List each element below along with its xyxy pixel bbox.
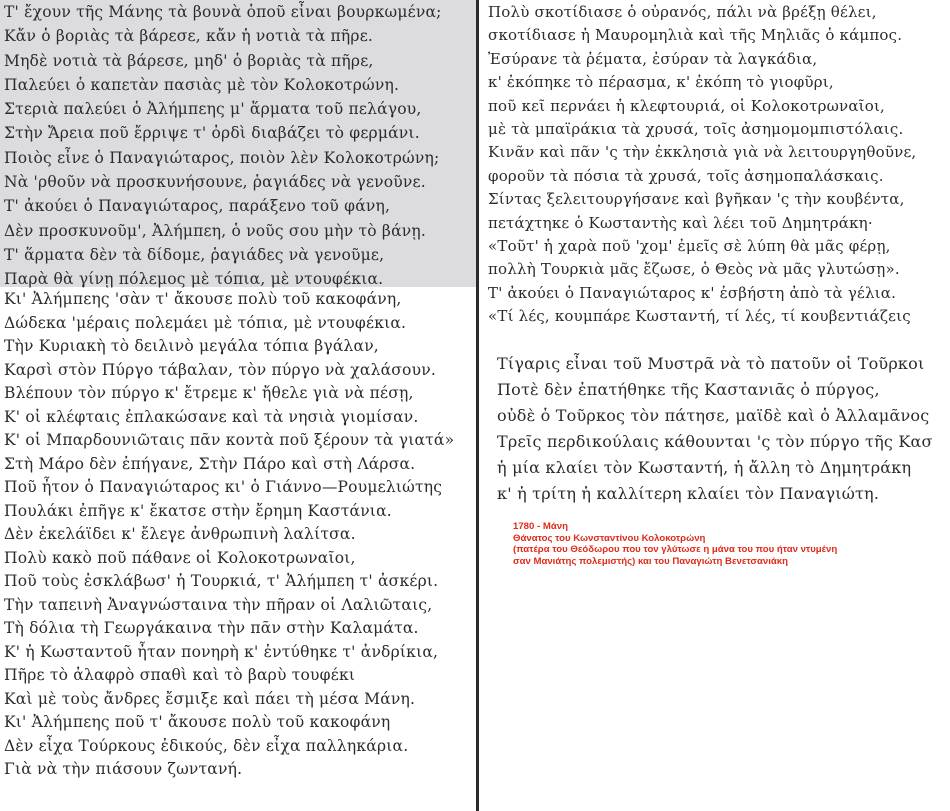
verse-line: Ποῦ τοὺς ἐσκλάβωσ' ἡ Τουρκιά, τ' Ἀλήμπεη τ' ἀσκέρι.: [4, 572, 439, 590]
verse-line: Πολὺ σκοτίδιασε ὁ οὐρανός, πάλι νὰ βρέξῃ θέλει,: [488, 3, 877, 21]
verse-line: Τ' ἔχουν τῆς Μάνης τὰ βουνὰ ὁποῦ εἶναι βουρκωμένα;: [4, 3, 442, 21]
verse-line: Τ' ἀκούει ὁ Παναγιώταρος, παράξενο τοῦ φάνη,: [4, 197, 391, 216]
verse-line: Πῆρε τὸ ἀλαφρὸ σπαθὶ καὶ τὸ βαρὺ τουφέκι: [4, 666, 356, 684]
verse-line: Δὲν εἶχα Τούρκους ἐδικούς, δὲν εἶχα παλληκάρια.: [4, 736, 409, 755]
verse-line: Νὰ 'ρθοῦν νὰ προσκυνήσουνε, ῥαγιάδες νὰ γενοῦνε.: [4, 173, 426, 192]
verse-line: Στὴ Μάρο δὲν ἐπήγανε, Στὴν Πάρο καὶ στὴ Λάρσα.: [4, 454, 416, 473]
verse-line: πετάχτηκε ὁ Κωσταντὴς καὶ λέει τοῦ Δημητράκη·: [488, 213, 873, 232]
verse-line: «Τί λές, κουμπάρε Κωσταντή, τί λές, τί κουβεντιάζεις: [488, 307, 911, 326]
verse-line: Κινᾶν καὶ πᾶν 'ς τὴν ἐκκλησιὰ γιὰ νὰ λειτουργηθοῦνε,: [488, 143, 917, 162]
verse-line: Τ' ἀκούει ὁ Παναγιώταρος κ' ἐσβήστη ἀπὸ τὰ γέλια.: [488, 283, 897, 302]
verse-line: Παρὰ θὰ γίνῃ πόλεμος μὲ τόπια, μὲ ντουφέκια.: [4, 270, 384, 289]
verse-line: Κ' οἱ κλέφταις ἐπλακώσανε καὶ τὰ νησιὰ γιομίσαν.: [4, 407, 419, 426]
verse-line: Μηδὲ νοτιὰ τὰ βάρεσε, μηδ' ὁ βοριὰς τὰ πῆρε,: [4, 51, 374, 70]
verse-line: ποῦ κεῖ περνάει ἡ κλεφτουριά, οἱ Κολοκοτρωναῖοι,: [488, 96, 886, 115]
verse-line: Ποιὸς εἶνε ὁ Παναγιώταρος, ποιὸν λὲν Κολοκοτρώνη;: [4, 148, 440, 167]
verse-line: Τὴ δόλια τὴ Γεωργάκαινα τὴν πᾶν στὴν Καλαμάτα.: [4, 619, 419, 637]
verse-line: σκοτίδιασε ἡ Μαυρομηλιὰ καὶ τῆς Μηλιᾶς ὁ κάμπος.: [488, 26, 903, 45]
verse-line: Στὴν Ἄρεια ποῦ ἔρριψε τ' ὀρδὶ διαβάζει τὸ φερμάνι.: [4, 124, 420, 143]
verse-line: οὐδὲ ὁ Τοῦρκος τὸν πάτησε, μαϊδὲ καὶ ὁ Ἀλλαμᾶνος: [497, 406, 930, 425]
verse-line: Ποτὲ δὲν ἐπατήθηκε τῆς Καστανιᾶς ὁ πύργος,: [497, 380, 880, 399]
verse-line: Ποῦ ἦτον ὁ Παναγιώταρος κι' ὁ Γιάννο—Ρουμελιώτης: [4, 478, 443, 496]
verse-line: Κι' Ἀλήμπεης 'σὰν τ' ἄκουσε πολὺ τοῦ κακοφάνη,: [4, 290, 402, 308]
verse-line: Καὶ μὲ τοὺς ἄνδρες ἔσμιξε καὶ πάει τὴ μέσα Μάνη.: [4, 689, 416, 708]
verse-line: Δὲν ἐκελάϊδει κ' ἔλεγε ἀνθρωπινὴ λαλίτσα.: [4, 525, 356, 543]
verse-line: Πουλάκι ἐπῆγε κ' ἔκατσε στὴν ἔρημη Καστάνια.: [4, 501, 392, 520]
verse-line: Κι' Ἀλήμπεης ποῦ τ' ἄκουσε πολὺ τοῦ κακοφάνη: [4, 713, 391, 731]
verse-line: Παλεύει ὁ καπετὰν πασιὰς μὲ τὸν Κολοκοτρώνη.: [4, 75, 400, 94]
red-caption: [513, 521, 943, 567]
verse-line: Ἐσύρανε τὰ ῥέματα, ἐσύραν τὰ λαγκάδια,: [488, 49, 818, 68]
verse-line: Πολὺ κακὸ ποῦ πάθανε οἱ Κολοκοτρωναῖοι,: [4, 548, 356, 567]
verse-line: Τὴν ταπεινὴ Ἀναγνώσταινα τὴν πῆραν οἱ Λαλιῶταις,: [4, 595, 433, 614]
verse-line: Κἄν ὁ βοριὰς τὰ βάρεσε, κἄν ἡ νοτιὰ τὰ πῆρε.: [4, 27, 374, 46]
verse-line: Γιὰ νὰ τὴν πιάσουν ζωντανή.: [4, 760, 243, 778]
verse-line: Βλέπουν τὸν πύργο κ' ἔτρεμε κ' ἤθελε γιὰ νὰ πέσῃ,: [4, 384, 414, 402]
verse-line: μὲ τὰ μπαϊράκια τὰ χρυσά, τοῖς ἀσημομομπιστόλαις.: [488, 119, 904, 138]
verse-line: φοροῦν τὰ πόσια τὰ χρυσά, τοῖς ἀσημοπαλάσκαις.: [488, 166, 884, 185]
verse-line: πολλὴ Τουρκιὰ μᾶς ἔζωσε, ὁ Θεὸς νὰ μᾶς γλυτώσῃ».: [488, 260, 900, 279]
right-top-verses: [488, 1, 948, 328]
verse-line: Τρεῖς περδικούλαις κάθουνται 'ς τὸν πύργο τῆς Κασ: [497, 432, 933, 451]
verse-line: «Τοῦτ' ἡ χαρὰ ποῦ 'χομ' ἐμεῖς σὲ λύπη θὰ μᾶς φέρῃ,: [488, 236, 891, 255]
left-bottom-verses: [4, 288, 474, 782]
verse-line: Δὲν προσκυνοῦμ', Ἀλήμπεη, ὁ νοῦς σου μὴν τὸ βάνῃ.: [4, 221, 426, 240]
verse-line: Τὴν Κυριακὴ τὸ δειλινὸ μεγάλα τόπια βγάλαν,: [4, 337, 379, 355]
verse-line: Κ' ἡ Κωσταντοῦ ἦταν πονηρὴ κ' ἐντύθηκε τ' ἀνδρίκια,: [4, 642, 439, 661]
left-top-verses: [4, 0, 474, 292]
verse-line: Κ' οἱ Μπαρδουνιῶταις πᾶν κοντὰ ποῦ ξέρουν τὰ γιατά»: [4, 431, 455, 449]
caption-title: 1780 - Μάνη: [513, 521, 568, 532]
verse-line: Τίγαρις εἶναι τοῦ Μυστρᾶ νὰ τὸ πατοῦν οἱ Τοῦρκοι: [497, 354, 925, 373]
verse-line: Τ' ἅρματα δὲν τὰ δίδομε, ῥαγιάδες νὰ γενοῦμε,: [4, 245, 385, 264]
verse-line: κ' ἡ τρίτη ἡ καλλίτερη κλαίει τὸν Παναγιώτη.: [497, 484, 880, 503]
caption-subtitle: Θάνατος του Κωνσταντίνου Κολοκοτρώνη: [513, 532, 706, 544]
verse-line: Καρσὶ στὸν Πύργο τάβαλαν, τὸν πύργο νὰ χαλάσουν.: [4, 360, 436, 379]
verse-line: Δώδεκα 'μέραις πολεμάει μὲ τόπια, μὲ ντουφέκια.: [4, 313, 407, 332]
verse-line: ἡ μία κλαίει τὸν Κωσταντή, ἡ ἄλλη τὸ Δημητράκη: [497, 458, 912, 477]
right-bottom-verses: [497, 351, 949, 507]
column-divider: [476, 0, 479, 811]
caption-note-line: σαν Μανιάτης πολεμιστής) και του Παναγιώτη Βενετσανιάκη: [513, 555, 789, 567]
verse-line: Στεριὰ παλεύει ὁ Ἀλήμπεης μ' ἅρματα τοῦ πελάγου,: [4, 100, 422, 119]
caption-note-line: (πατέρα του Θεόδωρου που τον γλύτωσε η μάνα του που ήταν ντυμένη: [513, 544, 838, 555]
verse-line: κ' ἐκόπηκε τὸ πέρασμα, κ' ἐκόπη τὸ γιοφῦρι,: [488, 73, 834, 92]
verse-line: Σίντας ξελειτουργήσανε καὶ βγῆκαν 'ς τὴν κουβέντα,: [488, 190, 905, 209]
